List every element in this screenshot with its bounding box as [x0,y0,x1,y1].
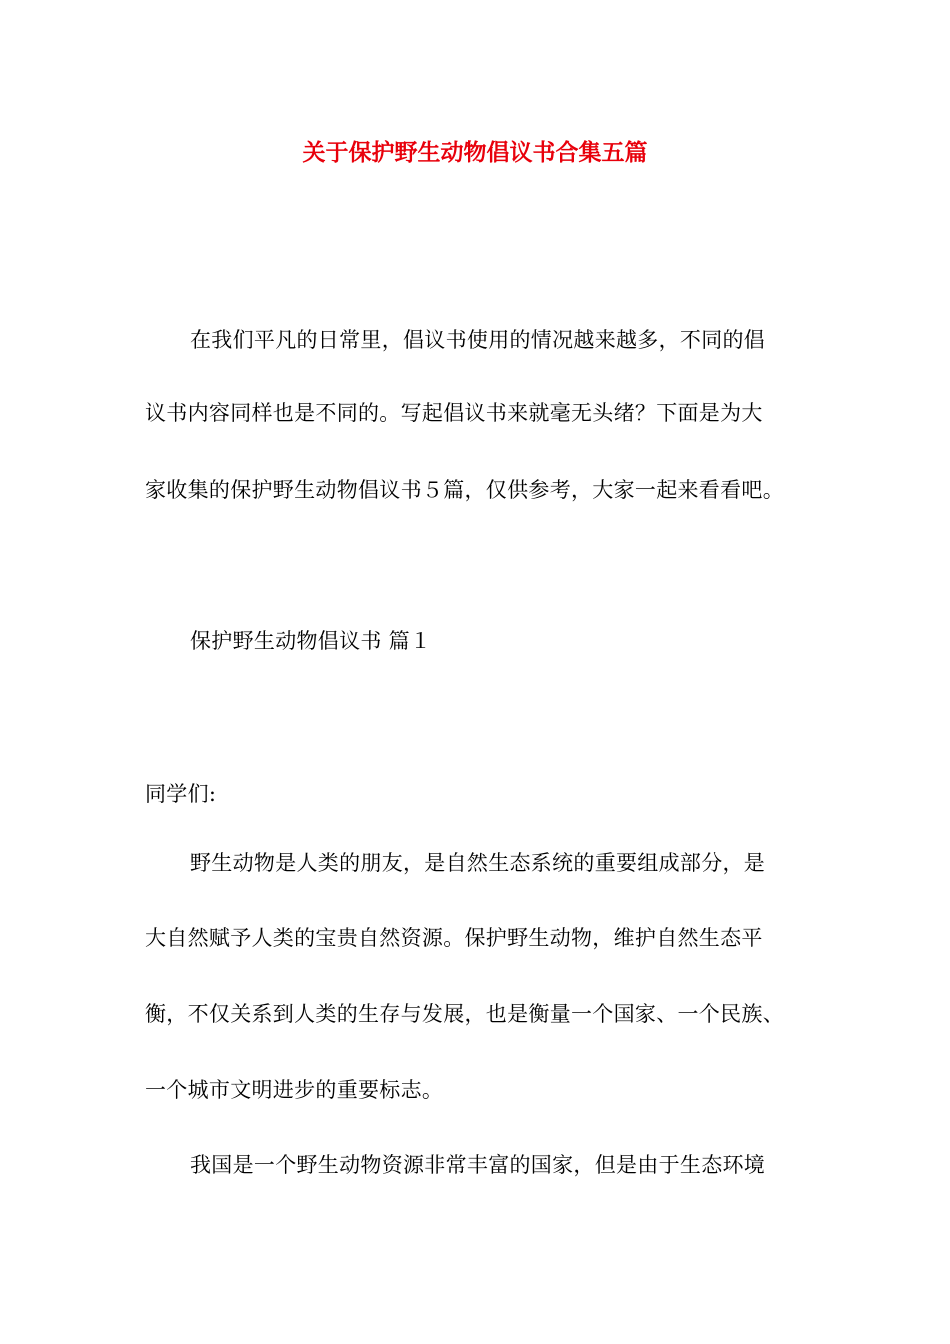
document-title: 关于保护野生动物倡议书合集五篇 [302,140,648,166]
paragraph-1-line-4: 一个城市文明进步的重要标志。 [145,1078,444,1102]
paragraph-2-line-1: 我国是一个野生动物资源非常丰富的国家，但是由于生态环境 [190,1153,766,1177]
paragraph-1-line-2: 大自然赋予人类的宝贵自然资源。保护野生动物，维护自然生态平 [145,926,763,950]
paragraph-1-line-1: 野生动物是人类的朋友，是自然生态系统的重要组成部分，是 [190,851,766,875]
salutation: 同学们: [145,782,217,806]
intro-line-2: 议书内容同样也是不同的。写起倡议书来就毫无头绪？下面是为大 [145,401,763,425]
intro-line-3: 家收集的保护野生动物倡议书５篇，仅供参考，大家一起来看看吧。 [145,478,784,502]
paragraph-1-line-3: 衡，不仅关系到人类的生存与发展，也是衡量一个国家、一个民族、 [145,1002,784,1026]
section-heading: 保护野生动物倡议书 篇１ [190,629,432,653]
intro-line-1: 在我们平凡的日常里，倡议书使用的情况越来越多，不同的倡 [190,328,766,352]
